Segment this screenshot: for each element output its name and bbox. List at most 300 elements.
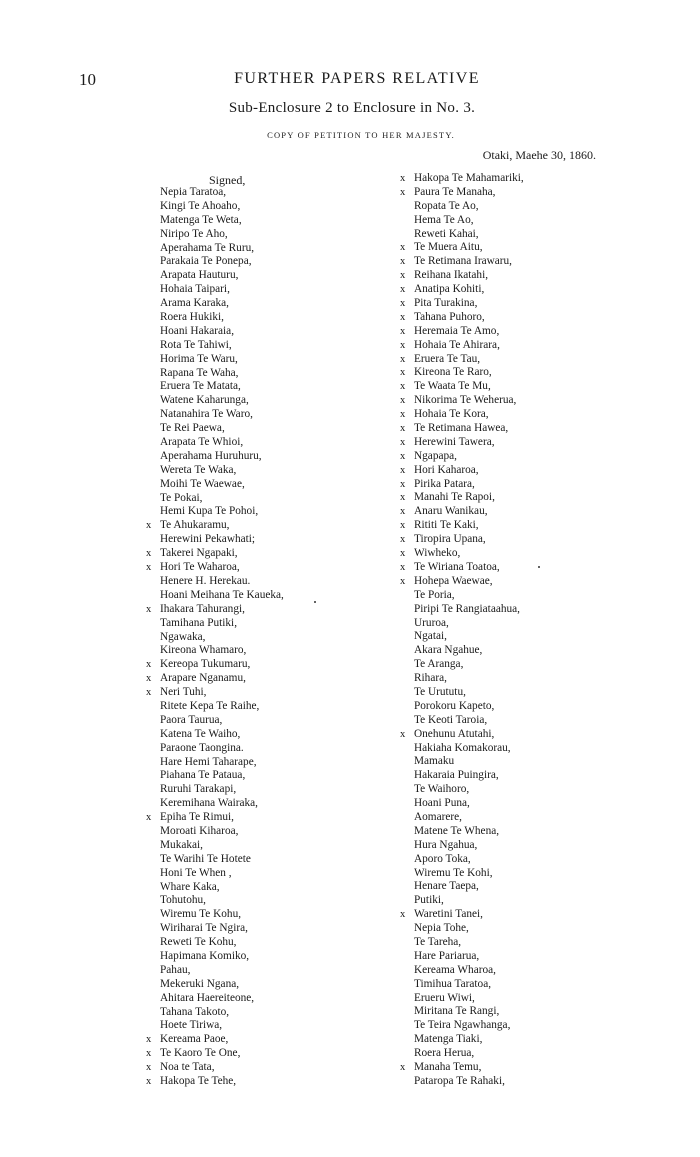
signatory-name: Ropata Te Ao,: [414, 199, 479, 212]
signatory-entry: [400, 728, 640, 742]
signatory-name: Henare Taepa,: [414, 880, 479, 893]
signatory-entry: [146, 478, 386, 492]
signatory-name: Ihakara Tahurangi,: [160, 602, 245, 615]
signatory-entry: [400, 311, 640, 325]
signatory-name: Manaha Temu,: [414, 1061, 482, 1073]
signatory-entry: [146, 1061, 386, 1075]
signatory-entry: [146, 853, 386, 867]
signatory-name: Hohaia Te Ahirara,: [414, 338, 500, 351]
signatory-entry: [400, 491, 640, 505]
signatory-entry: [146, 742, 386, 756]
signatory-name: Putiki,: [414, 894, 444, 907]
signatory-name: Reihana Ikatahi,: [414, 269, 489, 282]
signatory-name: Erueru Wiwi,: [414, 991, 475, 1004]
signatory-mark: x: [400, 423, 406, 435]
signatory-name: Matene Te Whena,: [414, 824, 500, 837]
signatory-entry: [400, 394, 640, 408]
signatory-entry: [400, 658, 640, 672]
signatory-name: Whare Kaka,: [160, 880, 220, 893]
signatory-name: Te Wiriana Toatoa,: [414, 560, 500, 573]
signatory-entry: [400, 408, 640, 422]
signatory-name: Arapata Te Whioi,: [160, 436, 244, 449]
signatory-name: Rihara,: [414, 672, 447, 685]
signatory-mark: x: [400, 381, 406, 393]
signatory-name: Roera Herua,: [414, 1047, 475, 1060]
signatory-name: Horima Te Waru,: [160, 352, 238, 365]
signatory-name: Ngapapa,: [414, 449, 457, 462]
signatory-entry: [400, 519, 640, 533]
signatory-entry: [146, 992, 386, 1006]
signatory-entry: [146, 269, 386, 283]
signatory-entry: [400, 533, 640, 547]
signatory-name: Reweti Kahai,: [414, 227, 479, 240]
signatory-name: Aperahama Te Ruru,: [160, 241, 255, 254]
signatory-entry: [400, 742, 640, 756]
signatory-name: Mekeruki Ngana,: [160, 977, 240, 990]
signatory-name: Ngatai,: [414, 630, 447, 643]
signatory-entry: [400, 825, 640, 839]
signatory-mark: x: [400, 450, 406, 462]
signatory-entry: [146, 783, 386, 797]
signatory-name: Te Warihi Te Hotete: [160, 852, 251, 865]
signatory-mark: x: [146, 673, 152, 685]
signatory-mark: x: [146, 1034, 152, 1046]
signatory-entry: [400, 255, 640, 269]
signatory-entry: [146, 700, 386, 714]
signatory-entry: [400, 908, 640, 922]
signatory-name: Pahau,: [160, 963, 191, 976]
signatory-entry: [146, 1047, 386, 1061]
signatory-entry: [146, 672, 386, 686]
signatory-name: Moihi Te Waewae,: [160, 477, 245, 490]
signatory-name: Wiremu Te Kohi,: [414, 866, 493, 879]
signatory-name: Reweti Te Kohu,: [160, 936, 237, 949]
signatory-entry: [146, 242, 386, 256]
signatory-name: Hori Te Waharoa,: [160, 561, 240, 574]
signatory-entry: [146, 728, 386, 742]
signatory-mark: x: [146, 1062, 152, 1074]
signatory-entry: [400, 644, 640, 658]
signatory-mark: x: [400, 520, 406, 532]
signatory-entry: [146, 1006, 386, 1020]
signatory-name: Rota Te Tahiwi,: [160, 338, 232, 351]
signatory-entry: [146, 214, 386, 228]
signatory-entry: [146, 894, 386, 908]
signatory-entry: [146, 936, 386, 950]
signatory-name: Kireona Whamaro,: [160, 644, 247, 657]
signatory-name: Te Urututu,: [414, 685, 466, 698]
signatory-entry: [400, 950, 640, 964]
signatory-entry: [146, 436, 386, 450]
signatory-entry: [400, 589, 640, 603]
signatory-name: Wereta Te Waka,: [160, 463, 237, 476]
signatory-name: Hakopa Te Mahamariki,: [414, 172, 524, 184]
signatory-name: Paraone Taongina.: [160, 741, 244, 754]
signatory-name: Kereama Wharoa,: [414, 963, 496, 976]
page-number: 10: [79, 70, 96, 89]
signatory-entry: [400, 172, 640, 186]
signatory-entry: [146, 617, 386, 631]
signatory-entry: [146, 950, 386, 964]
signatory-entry: [146, 492, 386, 506]
signatory-entry: [400, 228, 640, 242]
signatory-entry: [400, 630, 640, 644]
signatory-entry: [400, 1019, 640, 1033]
signatory-list-right: [400, 172, 640, 1089]
signatory-name: Pataropa Te Rahaki,: [414, 1074, 505, 1087]
signatory-name: Ruruhi Tarakapi,: [160, 783, 237, 796]
signatory-entry: [146, 1019, 386, 1033]
signatory-mark: x: [400, 173, 406, 184]
signatory-name: Tohutohu,: [160, 894, 206, 907]
signatory-entry: [146, 464, 386, 478]
signatory-name: Kingi Te Ahoaho,: [160, 199, 241, 212]
signatory-mark: x: [400, 186, 406, 198]
signatory-name: Wiriharai Te Ngira,: [160, 922, 248, 935]
signatory-name: Herewini Tawera,: [414, 435, 495, 448]
signatory-entry: [146, 756, 386, 770]
signatory-entry: [400, 1033, 640, 1047]
signatory-mark: x: [400, 270, 406, 282]
signatory-mark: x: [146, 520, 152, 532]
signatory-name: Ahitara Haereiteone,: [160, 991, 255, 1004]
signatory-name: Henere H. Herekau.: [160, 574, 251, 587]
signatory-name: Tamihana Putiki,: [160, 616, 238, 629]
signatory-name: Te Poria,: [414, 588, 455, 601]
running-title: FURTHER PAPERS RELATIVE: [234, 70, 480, 87]
signatory-name: Nepia Taratoa,: [160, 186, 227, 198]
signatory-mark: x: [146, 548, 152, 560]
signatory-name: Te Kaoro Te One,: [160, 1047, 241, 1060]
signatory-mark: x: [400, 284, 406, 296]
signatory-name: Hapimana Komiko,: [160, 949, 250, 962]
signatory-entry: [400, 1005, 640, 1019]
signatory-mark: x: [400, 478, 406, 490]
signatory-entry: [400, 464, 640, 478]
signatory-entry: [146, 658, 386, 672]
signatory-entry: [146, 283, 386, 297]
signatory-name: Tahana Puhoro,: [414, 310, 485, 323]
signatory-name: Tiropira Upana,: [414, 533, 486, 546]
signatory-name: Hare Hemi Taharape,: [160, 755, 257, 768]
signatory-name: Te Rei Paewa,: [160, 422, 225, 435]
signatory-name: Te Waata Te Mu,: [414, 380, 491, 393]
signatory-entry: [146, 644, 386, 658]
signatory-entry: [400, 1061, 640, 1075]
signatory-entry: [400, 186, 640, 200]
signatory-mark: x: [400, 575, 406, 587]
signatory-name: Hoani Meihana Te Kaueka,: [160, 588, 284, 601]
signatory-entry: [146, 367, 386, 381]
signatory-entry: [400, 505, 640, 519]
signatory-name: Matenga Tiaki,: [414, 1033, 483, 1046]
signatory-name: Honi Te When ,: [160, 866, 232, 879]
signatory-entry: [146, 839, 386, 853]
signatory-entry: [146, 922, 386, 936]
signatory-name: Arapare Nganamu,: [160, 672, 246, 685]
signatory-name: Mamaku: [414, 755, 455, 768]
signatory-name: Kireona Te Raro,: [414, 366, 492, 379]
signatory-mark: x: [400, 395, 406, 407]
signatory-entry: [146, 589, 386, 603]
signatory-name: Te Pokai,: [160, 491, 203, 504]
signatory-name: Neri Tuhi,: [160, 686, 207, 699]
signatory-name: Piripi Te Rangiataahua,: [414, 602, 520, 615]
signatory-mark: x: [400, 339, 406, 351]
signatory-entry: [146, 450, 386, 464]
signatory-mark: x: [400, 311, 406, 323]
signatory-mark: x: [400, 298, 406, 310]
signatory-entry: [146, 964, 386, 978]
signatory-entry: [400, 922, 640, 936]
signatory-entry: [146, 353, 386, 367]
signatory-entry: [400, 686, 640, 700]
signatory-entry: [146, 881, 386, 895]
signatory-entry: [146, 714, 386, 728]
signatory-mark: x: [400, 367, 406, 379]
signatory-mark: x: [400, 1062, 406, 1073]
signatory-name: Pita Turakina,: [414, 297, 478, 310]
signatory-name: Nikorima Te Weherua,: [414, 394, 517, 407]
petition-title: COPY OF PETITION TO HER MAJESTY.: [267, 130, 455, 140]
signatory-name: Te Retimana Irawaru,: [414, 255, 513, 268]
signatory-mark: x: [400, 492, 406, 504]
signatory-entry: [146, 575, 386, 589]
signatory-name: Te Aranga,: [414, 658, 464, 671]
signatory-name: Aperahama Huruhuru,: [160, 449, 262, 462]
signatory-name: Te Teira Ngawhanga,: [414, 1019, 511, 1032]
signatory-entry: [146, 394, 386, 408]
signatory-entry: [400, 450, 640, 464]
signatory-mark: x: [400, 561, 406, 573]
signatory-entry: [400, 672, 640, 686]
signatory-entry: [146, 422, 386, 436]
signatory-name: Watene Kaharunga,: [160, 394, 249, 407]
signatory-entry: [146, 311, 386, 325]
signatory-mark: x: [146, 812, 152, 824]
signatory-list-left: [146, 186, 386, 1089]
signatory-name: Rapana Te Waha,: [160, 366, 239, 379]
signatory-name: Roera Hukiki,: [160, 311, 225, 324]
signatory-name: Wiwheko,: [414, 547, 461, 560]
signatory-entry: [400, 380, 640, 394]
signatory-name: Te Waihoro,: [414, 783, 470, 796]
signatory-name: Te Tareha,: [414, 935, 462, 948]
signatory-entry: [400, 325, 640, 339]
signatory-name: Paora Taurua,: [160, 713, 223, 726]
signatory-entry: [146, 505, 386, 519]
signatory-name: Pirika Patara,: [414, 477, 475, 490]
signatory-entry: [400, 436, 640, 450]
signatory-entry: [400, 297, 640, 311]
signatory-entry: [400, 867, 640, 881]
signatory-entry: [400, 353, 640, 367]
signatory-name: Eruera Te Tau,: [414, 352, 481, 365]
signatory-entry: [400, 603, 640, 617]
signatory-name: Waretini Tanei,: [414, 908, 483, 921]
signatory-name: Parakaia Te Ponepa,: [160, 255, 252, 268]
signatory-name: Hura Ngahua,: [414, 838, 478, 851]
signatory-entry: [400, 561, 640, 575]
signatory-name: Te Retimana Hawea,: [414, 422, 509, 435]
signatory-entry: [146, 408, 386, 422]
signatory-entry: [146, 533, 386, 547]
signatory-entry: [146, 547, 386, 561]
signatory-entry: [400, 422, 640, 436]
signatory-entry: [146, 297, 386, 311]
signatory-name: Arama Karaka,: [160, 297, 229, 310]
signatory-name: Ritete Kepa Te Raihe,: [160, 699, 260, 712]
signatory-entry: [400, 797, 640, 811]
signatory-name: Noa te Tata,: [160, 1061, 215, 1074]
signatory-name: Rititi Te Kaki,: [414, 519, 479, 532]
signatory-mark: x: [146, 603, 152, 615]
signatory-entry: [400, 1075, 640, 1089]
signatory-name: Hema Te Ao,: [414, 213, 474, 226]
signatory-entry: [146, 797, 386, 811]
signatory-mark: x: [400, 909, 406, 921]
signatory-name: Keremihana Wairaka,: [160, 797, 258, 810]
signatory-mark: x: [400, 353, 406, 365]
signatory-entry: [400, 366, 640, 380]
signatory-name: Hoani Hakaraia,: [160, 324, 235, 337]
signatory-name: Hakopa Te Tehe,: [160, 1075, 237, 1087]
signatory-mark: x: [400, 728, 406, 740]
signatory-name: Arapata Hauturu,: [160, 269, 239, 282]
stray-dot: [314, 601, 316, 603]
signatory-entry: [146, 186, 386, 200]
signatory-entry: [146, 519, 386, 533]
signatory-entry: [400, 714, 640, 728]
signatory-mark: x: [146, 687, 152, 699]
signatory-entry: [146, 1033, 386, 1047]
signatory-name: Te Muera Aitu,: [414, 241, 483, 254]
signatory-name: Anaru Wanikau,: [414, 505, 488, 518]
signatory-name: Natanahira Te Waro,: [160, 408, 253, 421]
signatory-entry: [400, 783, 640, 797]
signatory-entry: [400, 339, 640, 353]
signatory-entry: [146, 978, 386, 992]
signatory-name: Matenga Te Weta,: [160, 213, 242, 226]
signatory-mark: x: [400, 242, 406, 254]
signatory-entry: [146, 380, 386, 394]
signatory-entry: [400, 547, 640, 561]
signatory-name: Heremaia Te Amo,: [414, 324, 500, 337]
signatory-name: Te Keoti Taroia,: [414, 713, 488, 726]
signatory-name: Aporo Toka,: [414, 852, 471, 865]
signatory-name: Miritana Te Rangi,: [414, 1005, 500, 1018]
signatory-name: Hoete Tiriwa,: [160, 1019, 223, 1032]
stray-dot: [538, 566, 540, 568]
signatory-mark: x: [400, 325, 406, 337]
signatory-entry: [400, 769, 640, 783]
signatory-mark: x: [400, 548, 406, 560]
signatory-entry: [146, 228, 386, 242]
signatory-mark: x: [146, 562, 152, 574]
signatory-name: Onehunu Atutahi,: [414, 727, 495, 740]
signatory-name: Hemi Kupa Te Pohoi,: [160, 505, 259, 518]
signatory-entry: [146, 631, 386, 645]
signatory-name: Eruera Te Matata,: [160, 380, 241, 393]
signatory-name: Ururoa,: [414, 616, 449, 629]
signatory-entry: [400, 880, 640, 894]
signatory-name: Timihua Taratoa,: [414, 977, 492, 990]
signatory-entry: [146, 561, 386, 575]
signatory-entry: [400, 755, 640, 769]
signatory-entry: [400, 575, 640, 589]
signatory-entry: [400, 964, 640, 978]
sub-enclosure-heading: Sub-Enclosure 2 to Enclosure in No. 3.: [228, 100, 476, 116]
signatory-name: Wiremu Te Kohu,: [160, 908, 242, 921]
signatory-entry: [146, 769, 386, 783]
signatory-name: Hakiaha Komakorau,: [414, 741, 511, 754]
signatory-name: Kereama Paoe,: [160, 1033, 229, 1046]
signatory-entry: [146, 867, 386, 881]
signatory-entry: [400, 283, 640, 297]
signatory-name: Aomarere,: [414, 810, 462, 823]
signatory-entry: [146, 1075, 386, 1089]
signatory-entry: [400, 978, 640, 992]
signatory-mark: x: [400, 534, 406, 546]
signatory-entry: [146, 811, 386, 825]
signatory-mark: x: [400, 506, 406, 518]
signatory-entry: [400, 1047, 640, 1061]
signatory-name: Epiha Te Rimui,: [160, 811, 234, 824]
signatory-name: Hare Pariarua,: [414, 949, 480, 962]
signatory-entry: [146, 200, 386, 214]
signatory-entry: [400, 200, 640, 214]
signatory-name: Paura Te Manaha,: [414, 185, 496, 198]
signatory-entry: [400, 811, 640, 825]
signatory-entry: [400, 992, 640, 1006]
signatory-name: Hohepa Waewae,: [414, 574, 493, 587]
signatory-entry: [146, 603, 386, 617]
signatory-name: Manahi Te Rapoi,: [414, 491, 495, 504]
signatory-name: Moroati Kiharoa,: [160, 824, 239, 837]
signatory-name: Te Ahukaramu,: [160, 519, 230, 532]
signatory-name: Ngawaka,: [160, 630, 206, 643]
signatory-name: Hohaia Te Kora,: [414, 408, 489, 421]
signatory-name: Hakaraia Puingira,: [414, 769, 499, 782]
signatory-entry: [146, 686, 386, 700]
signatory-entry: [400, 617, 640, 631]
signatory-name: Katena Te Waiho,: [160, 727, 241, 740]
signatory-name: Anatipa Kohiti,: [414, 283, 485, 296]
signatory-entry: [400, 853, 640, 867]
signatory-name: Takerei Ngapaki,: [160, 547, 238, 560]
signatory-name: Niripo Te Aho,: [160, 227, 228, 240]
signatory-name: Akara Ngahue,: [414, 644, 483, 657]
signatory-entry: [146, 908, 386, 922]
signatory-mark: x: [400, 436, 406, 448]
signatory-mark: x: [400, 464, 406, 476]
signatory-entry: [146, 825, 386, 839]
signatory-entry: [400, 214, 640, 228]
signatory-mark: x: [400, 256, 406, 268]
signatory-mark: x: [146, 1076, 152, 1087]
signatory-entry: [400, 839, 640, 853]
signatory-name: Porokoru Kapeto,: [414, 699, 495, 712]
signatory-name: Kereopa Tukumaru,: [160, 658, 251, 671]
signatory-name: Mukakai,: [160, 838, 203, 851]
signed-label: Signed,: [209, 173, 246, 187]
signatory-entry: [400, 894, 640, 908]
signatory-name: Tahana Takoto,: [160, 1005, 230, 1018]
signatory-entry: [146, 325, 386, 339]
place-date: Otaki, Maehe 30, 1860.: [482, 148, 596, 162]
signatory-entry: [400, 478, 640, 492]
signatory-entry: [146, 339, 386, 353]
